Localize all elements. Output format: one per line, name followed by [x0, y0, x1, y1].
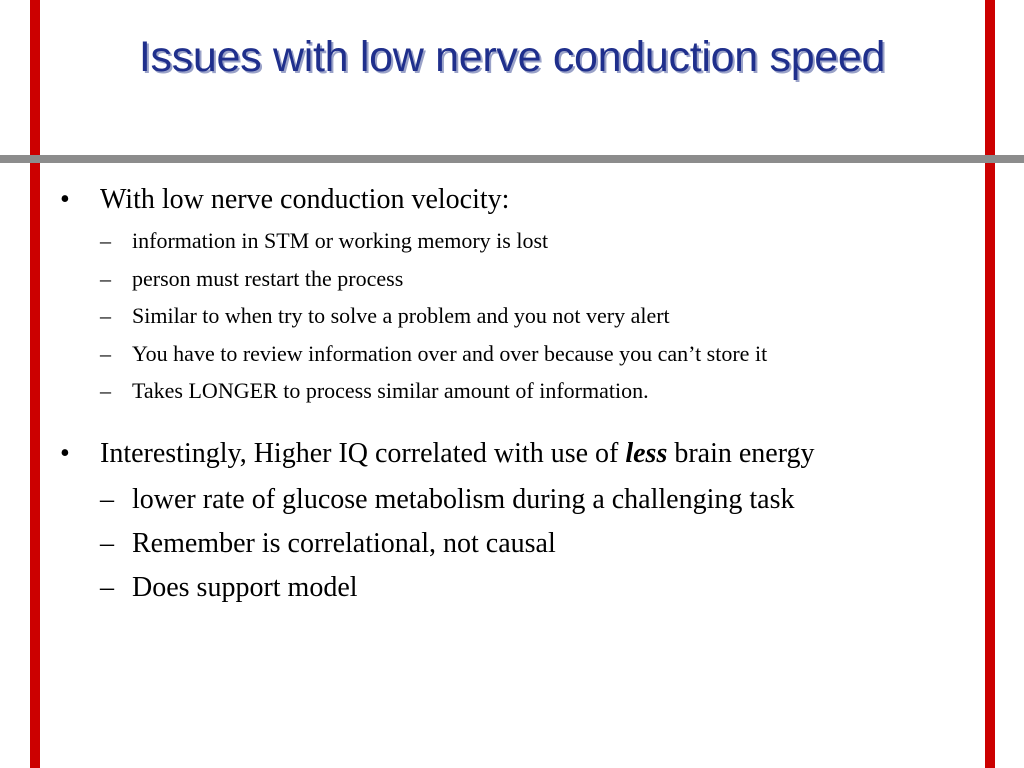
- sub-item: [100, 297, 982, 335]
- title-divider: [0, 155, 1024, 163]
- right-red-bar: [985, 0, 995, 768]
- dash-marker: –: [100, 378, 111, 403]
- sub-item-text: You have to review information over and over because you can’t store it: [132, 340, 768, 366]
- slide-content: [60, 182, 982, 610]
- bullet-marker: •: [60, 437, 70, 469]
- dash-marker: –: [100, 527, 114, 559]
- sub-item-text: information in STM or working memory is lost: [132, 228, 549, 253]
- bullet-marker: •: [60, 184, 70, 215]
- sub-list: [60, 222, 982, 410]
- sub-item: [100, 478, 982, 522]
- bullet-text-emphasis: less: [625, 437, 668, 469]
- sub-item: [100, 222, 982, 260]
- slide-title: Issues with low nerve conduction speed: [138, 33, 886, 81]
- dash-marker: –: [100, 483, 114, 515]
- sub-item-text: lower rate of glucose metabolism during a challenging task: [132, 483, 795, 515]
- sub-list: [60, 478, 982, 610]
- dash-marker: –: [100, 228, 111, 253]
- sub-item: [100, 522, 982, 566]
- dash-marker: –: [100, 303, 111, 328]
- bullet-text-before: Interestingly, Higher IQ correlated with use of: [100, 437, 626, 469]
- sub-item-text: Does support model: [132, 571, 358, 603]
- sub-item: [100, 260, 982, 298]
- sub-item: [100, 566, 982, 610]
- bullet-text-after: brain energy: [667, 437, 815, 469]
- sub-item-text: Remember is correlational, not causal: [132, 527, 556, 559]
- sub-item-text: Takes LONGER to process similar amount of information.: [132, 378, 649, 403]
- sub-item-text: Similar to when try to solve a problem and you not very alert: [132, 303, 670, 328]
- dash-marker: –: [100, 340, 111, 366]
- sub-item: [100, 335, 982, 373]
- bullet-item: [60, 182, 982, 218]
- bullet-item: [60, 436, 982, 472]
- left-red-bar: [30, 0, 40, 768]
- sub-item-text: person must restart the process: [132, 265, 404, 291]
- dash-marker: –: [100, 265, 111, 291]
- sub-item: [100, 372, 982, 410]
- bullet-text: With low nerve conduction velocity:: [100, 184, 510, 215]
- dash-marker: –: [100, 571, 114, 603]
